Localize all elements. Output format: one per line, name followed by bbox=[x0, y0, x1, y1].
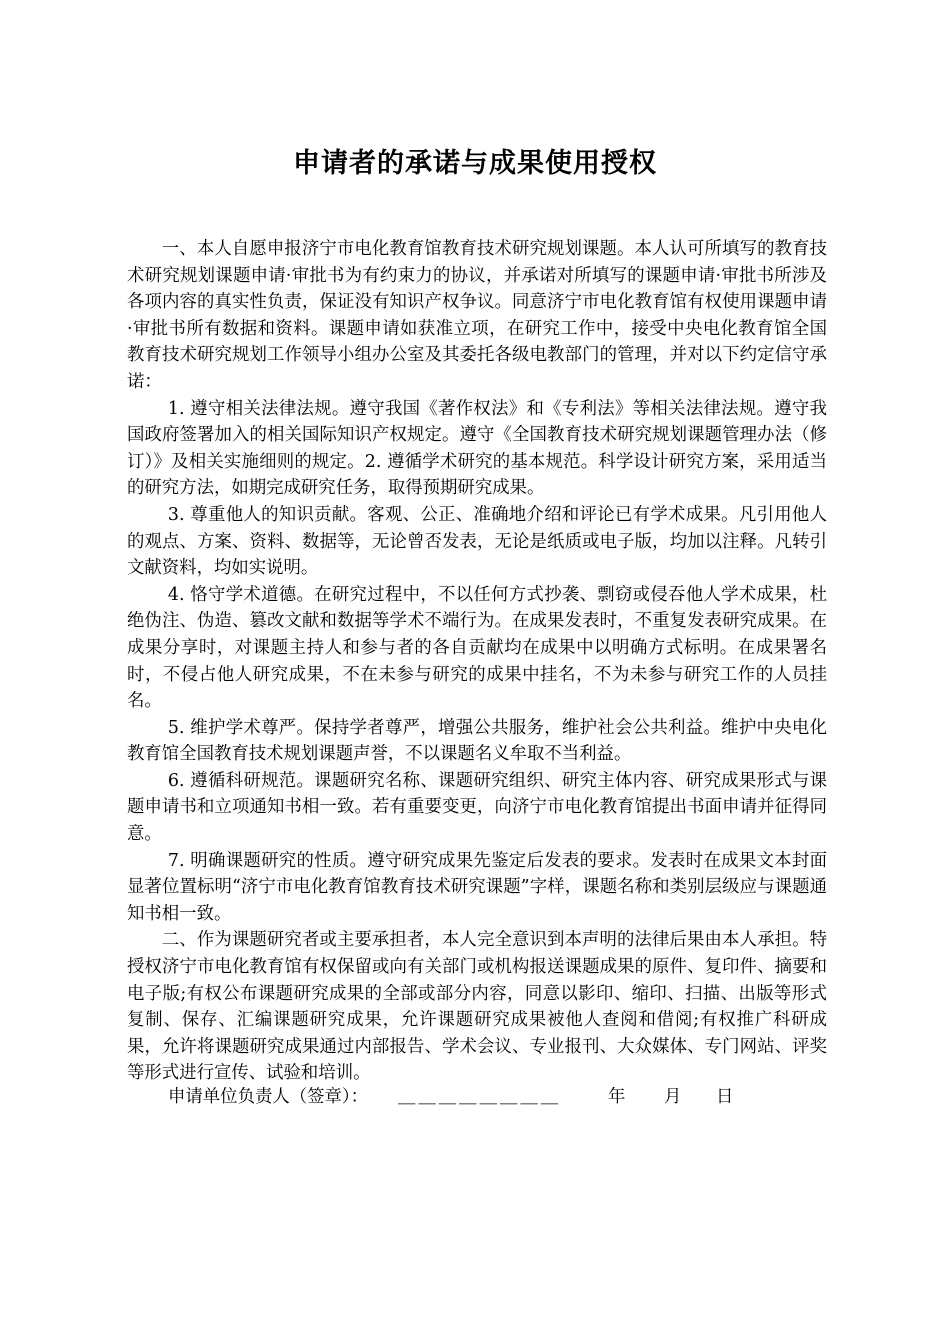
signature-year: 年 bbox=[608, 1087, 626, 1107]
paragraph-commitment-intro: 一、本人自愿申报济宁市电化教育馆教育技术研究规划课题。本人认可所填写的教育技术研究规划课题申请·审批书为有约束力的协议，并承诺对所填写的课题申请·审批书所涉及各项内容的真实性负责，保证没有知识产权争议。同意济宁市电化教育馆有权使用课题申请·审批书所有数据和资料。课题申请如获准立项，在研究工作中，接受中央电化教育馆全国教育技术研究规划工作领导小组办公室及其委托各级电教部门的管理，并对以下约定信守承诺： bbox=[127, 239, 827, 392]
paragraph-item-7: 7. 明确课题研究的性质。遵守研究成果先鉴定后发表的要求。发表时在成果文本封面显著位置标明“济宁市电化教育馆教育技术研究课题”字样，课题名称和类别层级应与课题通知书相一致。 bbox=[127, 850, 827, 924]
paragraph-item-4: 4. 恪守学术道德。在研究过程中，不以任何方式抄袭、剽窃或侵吞他人学术成果，杜绝伪注、伪造、篡改文献和数据等学术不端行为。在成果发表时，不重复发表研究成果。在成果分享时，对课题主持人和参与者的各自贡献均在成果中以明确方式标明。在成果署名时，不侵占他人研究成果，不在未参与研究的成果中挂名，不为未参与研究工作的人员挂名。 bbox=[127, 584, 827, 712]
paragraph-authorization: 二、作为课题研究者或主要承担者，本人完全意识到本声明的法律后果由本人承担。特授权济宁市电化教育馆有权保留或向有关部门或机构报送课题成果的原件、复印件、摘要和电子版;有权公布课题研究成果的全部或部分内容，同意以影印、缩印、扫描、出版等形式复制、保存、汇编课题研究成果，允许课题研究成果被他人查阅和借阅;有权推广科研成果，允许将课题研究成果通过内部报告、学术会议、专业报刊、大众媒体、专门网站、评奖等形式进行宣传、试验和培训。 bbox=[127, 930, 827, 1084]
signature-label: 申请单位负责人（签章）： bbox=[168, 1087, 368, 1107]
signature-day: 日 bbox=[716, 1087, 734, 1107]
document-body bbox=[127, 236, 827, 1087]
signature-line bbox=[168, 1082, 808, 1112]
paragraph-item-5: 5. 维护学术尊严。保持学者尊严，增强公共服务，维护社会公共利益。维护中央电化教育馆全国教育技术规划课题声誉，不以课题名义牟取不当利益。 bbox=[127, 717, 827, 765]
document-title: 申请者的承诺与成果使用授权 bbox=[293, 148, 657, 179]
paragraph-item-6: 6. 遵循科研规范。课题研究名称、课题研究组织、研究主体内容、研究成果形式与课题申请书和立项通知书相一致。若有重要变更，向济宁市电化教育馆提出书面申请并征得同意。 bbox=[127, 770, 827, 845]
signature-month: 月 bbox=[664, 1087, 682, 1107]
signature-blank: ＿＿＿＿＿＿＿＿ bbox=[398, 1087, 562, 1107]
paragraph-item-3: 3. 尊重他人的知识贡献。客观、公正、准确地介绍和评论已有学术成果。凡引用他人的观点、方案、资料、数据等，无论曾否发表，无论是纸质或电子版，均加以注释。凡转引文献资料，均如实说明。 bbox=[127, 504, 827, 579]
paragraph-item-1-2: 1. 遵守相关法律法规。遵守我国《著作权法》和《专利法》等相关法律法规。遵守我国政府签署加入的相关国际知识产权规定。遵守《全国教育技术研究规划课题管理办法（修订）》及相关实施细则的规定。2. 遵循学术研究的基本规范。科学设计研究方案，采用适当的研究方法，如期完成研究任务，取得预期研究成果。 bbox=[127, 398, 827, 499]
